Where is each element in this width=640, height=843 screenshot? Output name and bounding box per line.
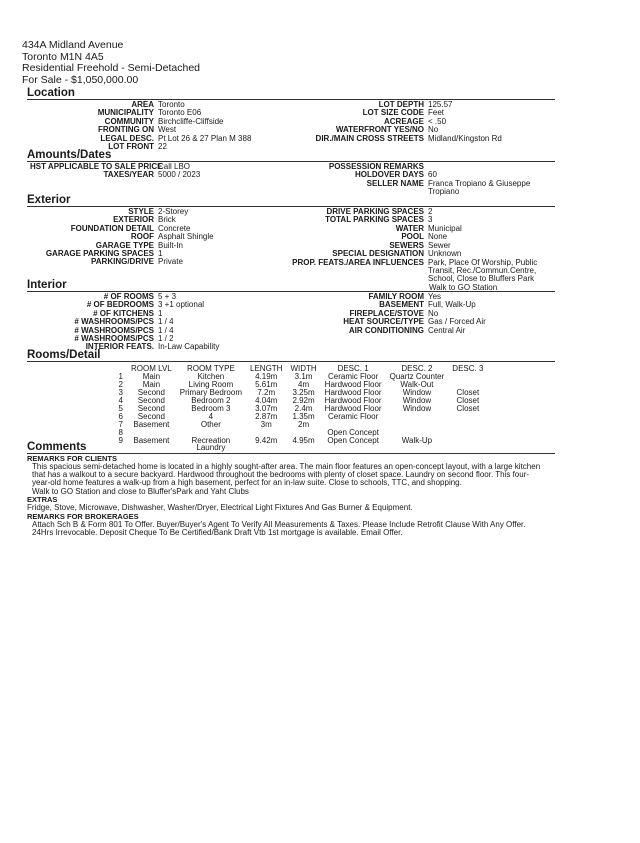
table-cell: 9: [118, 435, 123, 445]
section-title-exterior: Exterior: [27, 194, 71, 206]
field-label: TAXES/YEAR: [103, 170, 154, 180]
field-row: [30, 171, 200, 179]
field-value-line: Tropiano: [428, 187, 460, 197]
table-cell: [105, 444, 127, 452]
table-cell: Closet: [456, 403, 480, 413]
table-cell: 5: [118, 403, 123, 413]
address: 434A Midland Avenue: [22, 39, 124, 51]
table-cell: Kitchen: [197, 372, 225, 382]
table-cell: 2.4m: [294, 403, 313, 413]
field-label: COMMUNITY: [104, 116, 154, 126]
field-label: # WASHROOMS/PCS: [74, 325, 154, 335]
table-cell: 3m: [260, 419, 272, 429]
field-value: No: [428, 308, 439, 318]
remarks-line: that has a walkout to a secure backyard. Hardwood throughout the bedrooms with plenty of closet space. Laundry on second floor. This four-: [32, 470, 530, 480]
field-value: 22: [158, 142, 167, 152]
remarks-line: This spacious semi-detached home is located in a highly sought-after area. The main floor features an open-concept layout, with a large kitchen: [32, 462, 541, 471]
table-cell: Open Concept: [327, 427, 379, 437]
table-row: [105, 437, 487, 445]
table-cell: Basement: [133, 419, 170, 429]
amounts-left-list: [30, 163, 200, 180]
influences-key: PROP. FEATS./AREA INFLUENCES: [292, 257, 424, 267]
table-cell: Walk-Out: [400, 380, 434, 390]
table-cell: Hardwood Floor: [324, 396, 382, 406]
influence-line: Walk to GO Station: [429, 282, 498, 292]
table-cell: Closet: [456, 396, 480, 406]
table-cell: Window: [402, 388, 432, 398]
field-label: SELLER NAME: [366, 178, 424, 188]
field-value: 5000 / 2023: [158, 170, 201, 180]
field-row: [272, 135, 502, 143]
field-label: STYLE: [128, 207, 154, 216]
field-value: West: [158, 125, 177, 135]
field-value: Asphalt Shingle: [158, 232, 214, 242]
field-value: Call LBO: [158, 162, 191, 171]
table-cell: 4.95m: [292, 435, 315, 445]
section-divider: [27, 99, 555, 100]
section-title-comments: Comments: [27, 441, 87, 453]
interior-left-list: [30, 293, 219, 352]
field-label: POOL: [401, 232, 424, 242]
table-cell: 4.19m: [255, 372, 278, 382]
table-cell: [286, 444, 320, 452]
extras-text: Fridge, Stove, Microwave, Dishwasher, Washer/Dryer, Electrical Light Fixtures And Gas Burner & Equipment.: [27, 503, 413, 512]
table-cell: Other: [200, 419, 221, 429]
property-type: Residential Freehold - Semi-Detached: [22, 62, 201, 74]
table-cell: 2.87m: [255, 411, 278, 421]
field-label: SPECIAL DESIGNATION: [332, 249, 424, 259]
field-value: None: [428, 232, 448, 242]
table-row: [105, 444, 487, 452]
field-value: Unknown: [428, 249, 462, 259]
amounts-right-list: [272, 163, 530, 197]
table-cell: Bedroom 2: [191, 396, 231, 406]
table-cell: Hardwood Floor: [324, 388, 382, 398]
section-divider: [27, 206, 555, 207]
table-cell: [448, 437, 487, 445]
table-cell: Basement: [133, 435, 170, 445]
field-label: FRONTING ON: [98, 125, 154, 135]
section-title-rooms: Rooms/Detail: [27, 349, 101, 361]
table-cell: Ceramic Floor: [328, 411, 379, 421]
influence-line: Park, Place Of Worship, Public: [428, 257, 538, 267]
table-cell: Main: [142, 380, 161, 390]
field-value: Feet: [428, 108, 445, 118]
field-value-line: Franca Tropiano & Giuseppe: [428, 178, 531, 188]
table-cell: 1: [118, 372, 123, 382]
field-label: AIR CONDITIONING: [348, 325, 424, 335]
field-value: Brick: [158, 215, 176, 225]
field-value: In-Law Capability: [158, 342, 220, 352]
table-cell: Hardwood Floor: [324, 380, 382, 390]
table-cell: [448, 373, 487, 381]
field-row: [272, 180, 530, 197]
field-value: 2-Storey: [158, 207, 189, 216]
field-label: HOLDOVER DAYS: [354, 170, 424, 180]
remarks-brokerages-label: REMARKS FOR BROKERAGES: [27, 512, 139, 521]
area-influences: [272, 259, 537, 293]
table-cell: 4m: [298, 380, 310, 390]
table-cell: Second: [137, 403, 165, 413]
field-value: 1: [158, 249, 163, 259]
section-title-location: Location: [27, 87, 75, 99]
field-label: WATER: [395, 223, 424, 233]
table-cell: [448, 421, 487, 429]
table-cell: 4.04m: [255, 396, 278, 406]
table-cell: [448, 429, 487, 437]
field-label: POSSESSION REMARKS: [328, 162, 424, 171]
field-value: 2: [428, 207, 433, 216]
field-label: DRIVE PARKING SPACES: [326, 207, 424, 216]
field-value: Full, Walk-Up: [428, 300, 476, 310]
table-cell: Window: [402, 396, 432, 406]
col-header: DESC. 3: [452, 364, 484, 373]
field-value: Built-In: [158, 240, 183, 250]
field-label: HEAT SOURCE/TYPE: [343, 317, 424, 327]
city-postal: Toronto M1N 4A5: [22, 50, 104, 63]
section-divider: [27, 361, 555, 362]
field-value: < .50: [428, 116, 447, 126]
section-title-amounts: Amounts/Dates: [27, 149, 112, 161]
interior-right-list: [272, 293, 486, 335]
exterior-right-list: [272, 208, 462, 258]
field-label: AREA: [131, 100, 154, 109]
col-header: ROOM TYPE: [186, 364, 235, 373]
table-cell: 9.42m: [255, 435, 278, 445]
field-value: Municipal: [428, 223, 462, 233]
field-label: MUNICIPALITY: [97, 108, 154, 118]
field-label: PARKING/DRIVE: [91, 257, 154, 267]
brokerage-line: Attach Sch B & Form 801 To Offer. Buyer/Buyer's Agent To Verify All Measurements & Taxes. Please Include Retrofit Clause With Any Offer.: [32, 520, 526, 529]
table-cell: Closet: [456, 388, 480, 398]
field-label: FOUNDATION DETAIL: [70, 223, 154, 233]
field-label: ROOF: [130, 232, 154, 242]
table-cell: Second: [137, 396, 165, 406]
influence-line: Transit, Rec./Commun.Centre,: [428, 265, 537, 275]
table-cell: Second: [137, 388, 165, 398]
field-label: FAMILY ROOM: [368, 292, 424, 301]
field-label: HST APPLICABLE TO SALE PRICE: [30, 162, 163, 171]
field-label: # OF KITCHENS: [93, 308, 154, 318]
section-title-interior: Interior: [27, 279, 67, 291]
remarks-line: Walk to GO Station and close to Bluffer'sPark and Yaht Clubs: [32, 486, 249, 496]
table-cell: Open Concept: [327, 435, 379, 445]
table-cell: 1.35m: [292, 411, 315, 421]
table-cell: 2m: [298, 419, 310, 429]
field-label: BASEMENT: [379, 300, 424, 310]
remarks-clients-label: REMARKS FOR CLIENTS: [27, 454, 117, 463]
col-header: DESC. 2: [401, 364, 433, 373]
table-cell: Main: [142, 372, 161, 382]
field-value: 5 + 3: [158, 292, 177, 301]
table-cell: 3.1m: [294, 372, 313, 382]
field-row: [30, 258, 214, 266]
sale-price: For Sale - $1,050,000.00: [22, 73, 139, 86]
table-cell: 7: [118, 419, 123, 429]
table-cell: 8: [118, 427, 123, 437]
table-cell: [321, 444, 386, 452]
table-cell: [246, 444, 286, 452]
table-cell: [448, 413, 487, 421]
table-cell: Second: [137, 411, 165, 421]
field-label: SEWERS: [389, 240, 424, 250]
col-header: [105, 365, 127, 373]
field-label: # WASHROOMS/PCS: [74, 317, 154, 327]
field-label: WATERFRONT YES/NO: [335, 125, 424, 135]
table-row: [105, 421, 487, 429]
table-cell: [127, 444, 176, 452]
col-header: WIDTH: [290, 364, 317, 373]
rooms-table: [105, 365, 487, 452]
field-value: 1 / 2: [158, 334, 174, 344]
field-label: TOTAL PARKING SPACES: [325, 215, 424, 225]
field-row: [272, 327, 486, 335]
table-cell: 3: [118, 388, 123, 398]
field-value: 60: [428, 170, 437, 180]
table-cell: 4: [118, 396, 123, 406]
field-value: Sewer: [428, 240, 451, 250]
field-label: DIR./MAIN CROSS STREETS: [315, 133, 424, 143]
brokerage-line: 24Hrs Irrevocable. Deposit Cheque To Be Certified/Bank Draft Vtb 1st mortgage is available. Email Offer.: [32, 528, 403, 538]
location-left-list: [30, 101, 251, 151]
table-cell: [386, 413, 449, 421]
field-value: 125.57: [428, 100, 453, 109]
table-cell: 2: [118, 380, 123, 390]
table-cell: 5.61m: [255, 380, 278, 390]
extras-label: EXTRAS: [27, 495, 58, 504]
field-label: GARAGE TYPE: [95, 240, 154, 250]
table-cell: 7.2m: [257, 388, 276, 398]
field-value: Toronto E06: [158, 108, 202, 118]
field-value: Midland/Kingston Rd: [428, 133, 502, 143]
col-header: ROOM LVL: [131, 364, 172, 373]
remarks-clients: [32, 463, 552, 496]
field-value: Birchcliffe-Cliffside: [158, 116, 224, 126]
table-cell: Bedroom 3: [191, 403, 231, 413]
col-header: LENGTH: [250, 364, 283, 373]
table-cell: [386, 421, 449, 429]
field-value: Yes: [428, 292, 442, 301]
field-label: LOT SIZE CODE: [362, 108, 424, 118]
exterior-left-list: [30, 208, 214, 267]
field-value: Gas / Forced Air: [428, 317, 486, 327]
table-cell: Quartz Counter: [389, 372, 445, 382]
table-cell: Laundry: [196, 443, 226, 453]
field-label: # OF ROOMS: [103, 292, 154, 301]
table-cell: 2.92m: [292, 396, 315, 406]
field-label: # OF BEDROOMS: [86, 300, 154, 310]
table-cell: Walk-Up: [401, 435, 433, 445]
table-cell: 6: [118, 411, 123, 421]
listing-header: [22, 40, 200, 86]
field-value: [428, 180, 530, 197]
field-value: Toronto: [158, 100, 185, 109]
field-label: LOT DEPTH: [378, 100, 424, 109]
location-right-list: [272, 101, 502, 143]
table-cell: [386, 444, 449, 452]
field-label: LEGAL DESC.: [100, 133, 154, 143]
field-value: Private: [158, 257, 183, 267]
table-cell: Hardwood Floor: [324, 403, 382, 413]
field-label: # WASHROOMS/PCS: [74, 334, 154, 344]
field-value: Central Air: [428, 325, 466, 335]
influences-values: [428, 259, 537, 293]
rooms-body: [105, 373, 487, 452]
field-label: GARAGE PARKING SPACES: [45, 249, 154, 259]
field-value: 1: [158, 308, 163, 318]
field-value: Pt Lot 26 & 27 Plan M 388: [158, 133, 252, 143]
remarks-brokerages: [32, 521, 552, 537]
table-cell: 3.25m: [292, 388, 315, 398]
table-cell: Recreation: [191, 435, 231, 445]
field-label: EXTERIOR: [113, 215, 154, 225]
field-label: INTERIOR FEATS.: [85, 342, 154, 352]
field-value: 3: [428, 215, 433, 225]
table-cell: Ceramic Floor: [328, 372, 379, 382]
field-value: 3 +1 optional: [158, 300, 205, 310]
field-label: ACREAGE: [383, 116, 424, 126]
field-label: LOT FRONT: [108, 142, 154, 152]
table-cell: Window: [402, 403, 432, 413]
remarks-line: year-old home features a walk-up from a high basement, perfect for an in-law suite. Close to schools, TTC, and shopping.: [32, 478, 462, 488]
field-value: No: [428, 125, 439, 135]
table-cell: 4: [208, 411, 214, 421]
field-value: 1 / 4: [158, 317, 174, 327]
col-header: DESC. 1: [337, 364, 369, 373]
field-label: FIREPLACE/STOVE: [349, 308, 424, 318]
field-value: 1 / 4: [158, 325, 174, 335]
field-value: Concrete: [158, 223, 191, 233]
table-cell: Primary Bedroom: [179, 388, 242, 398]
table-cell: 3.07m: [255, 403, 278, 413]
table-cell: Living Room: [188, 380, 234, 390]
table-cell: [448, 444, 487, 452]
influence-line: School, Close to Bluffers Park: [428, 274, 535, 284]
